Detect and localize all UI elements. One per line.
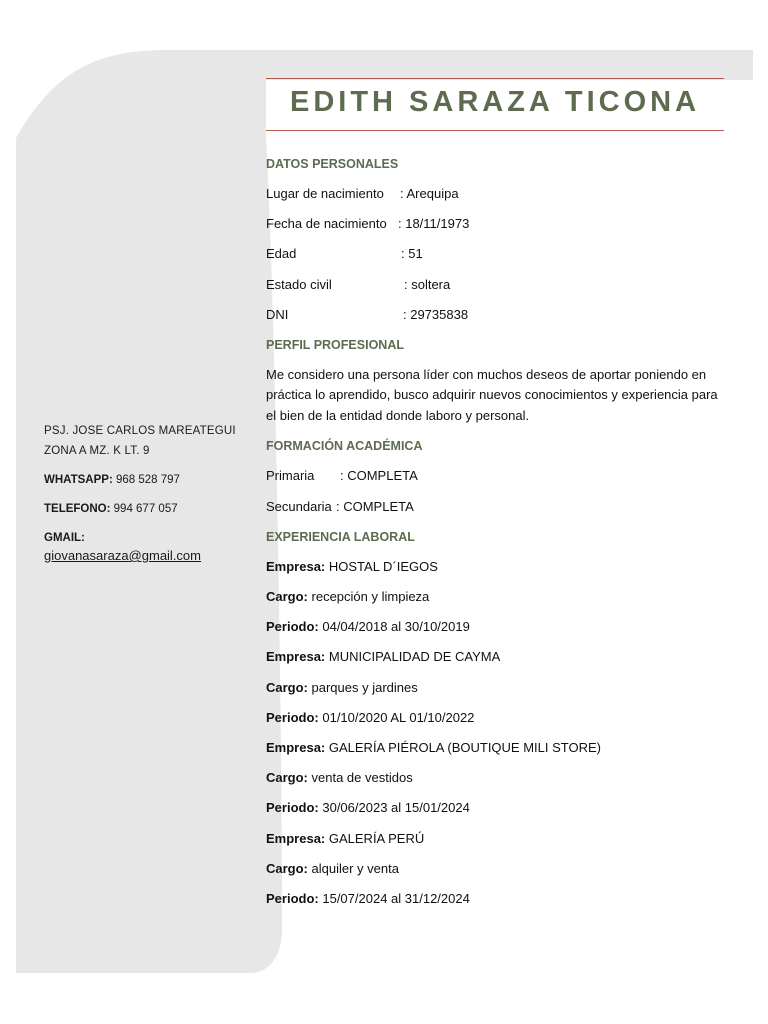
periodo-value: 04/04/2018 al 30/10/2019 <box>322 619 470 635</box>
datos-value: : 29735838 <box>403 306 469 322</box>
section-heading-perfil: PERFIL PROFESIONAL <box>266 337 404 352</box>
main-content <box>266 154 726 919</box>
whatsapp-value: 968 528 797 <box>115 474 180 486</box>
job-empresa-row <box>266 738 726 768</box>
empresa-value: GALERÍA PIÉROLA (BOUTIQUE MILI STORE) <box>328 739 601 755</box>
job-empresa-row <box>266 647 726 677</box>
cargo-label: Cargo: <box>266 679 308 695</box>
contact-sidebar <box>44 421 254 564</box>
datos-row <box>266 244 726 274</box>
section-heading-datos: DATOS PERSONALES <box>266 157 399 171</box>
whatsapp-row <box>44 470 254 490</box>
job-periodo-row <box>266 798 726 828</box>
datos-label: Lugar de nacimiento <box>266 186 384 201</box>
empresa-value: MUNICIPALIDAD DE CAYMA <box>328 649 501 665</box>
datos-label: Fecha de nacimiento <box>266 216 387 232</box>
formacion-label: Secundaria <box>266 498 332 514</box>
perfil-text: Me considero una persona líder con muchos deseos de aportar poniendo en práctica lo aprendido, busco adquirir nuevos conocimientos y experiencia para el bien de la entidad donde laboro y personal. <box>266 366 718 423</box>
datos-label: Estado civil <box>266 276 332 292</box>
datos-label: Edad <box>266 246 297 262</box>
datos-row <box>266 275 726 305</box>
telefono-label: TELEFONO: <box>44 503 111 515</box>
cargo-label: Cargo: <box>266 860 308 876</box>
bottom-rule <box>266 130 724 131</box>
gmail-label: GMAIL: <box>44 532 85 544</box>
datos-row <box>266 184 726 214</box>
formacion-row <box>266 466 726 496</box>
periodo-label: Periodo: <box>266 619 319 635</box>
job-cargo-row <box>266 678 726 708</box>
empresa-label: Empresa: <box>266 739 326 755</box>
job-empresa-row <box>266 557 726 587</box>
formacion-value: : COMPLETA <box>336 498 414 514</box>
cargo-value: recepción y limpieza <box>311 589 430 604</box>
periodo-value: 30/06/2023 al 15/01/2024 <box>322 800 470 816</box>
job-periodo-row <box>266 889 726 919</box>
periodo-label: Periodo: <box>266 890 319 906</box>
top-rule <box>266 78 724 79</box>
gmail-link[interactable]: giovanasaraza@gmail.com <box>44 548 201 563</box>
cargo-label: Cargo: <box>266 589 308 604</box>
cargo-value: parques y jardines <box>311 679 418 695</box>
datos-value: : 18/11/1973 <box>398 216 470 232</box>
address-line-2: ZONA A MZ. K LT. 9 <box>44 445 150 457</box>
telefono-value: 994 677 057 <box>113 503 178 515</box>
empresa-label: Empresa: <box>266 830 326 846</box>
datos-row <box>266 305 726 335</box>
datos-row <box>266 214 726 244</box>
formacion-label: Primaria <box>266 468 315 484</box>
datos-value: : Arequipa <box>400 186 459 201</box>
datos-value: : soltera <box>404 276 451 292</box>
periodo-label: Periodo: <box>266 800 319 816</box>
empresa-value: HOSTAL D´IEGOS <box>328 558 438 574</box>
empresa-label: Empresa: <box>266 558 326 574</box>
whatsapp-label: WHATSAPP: <box>44 474 113 486</box>
job-cargo-row <box>266 587 726 617</box>
section-heading-experiencia: EXPERIENCIA LABORAL <box>266 529 415 544</box>
job-periodo-row <box>266 708 726 738</box>
empresa-value: GALERÍA PERÚ <box>328 830 425 846</box>
page-title: EDITH SARAZA TICONA <box>289 86 701 118</box>
datos-label: DNI <box>266 306 289 322</box>
address-line-1: PSJ. JOSE CARLOS MAREATEGUI <box>44 425 236 437</box>
cargo-value: venta de vestidos <box>311 770 413 786</box>
job-cargo-row <box>266 859 726 889</box>
formacion-value: : COMPLETA <box>340 468 418 484</box>
job-periodo-row <box>266 617 726 647</box>
formacion-row <box>266 497 726 527</box>
periodo-value: 15/07/2024 al 31/12/2024 <box>322 890 470 906</box>
periodo-label: Periodo: <box>266 709 319 725</box>
cargo-label: Cargo: <box>266 770 308 786</box>
job-cargo-row <box>266 768 726 798</box>
job-empresa-row <box>266 829 726 859</box>
gmail-row <box>44 528 254 564</box>
datos-value: : 51 <box>401 246 423 262</box>
cargo-value: alquiler y venta <box>311 860 399 876</box>
periodo-value: 01/10/2020 AL 01/10/2022 <box>322 709 475 725</box>
telefono-row <box>44 499 254 519</box>
section-heading-formacion: FORMACIÓN ACADÉMICA <box>266 439 423 454</box>
empresa-label: Empresa: <box>266 649 326 665</box>
